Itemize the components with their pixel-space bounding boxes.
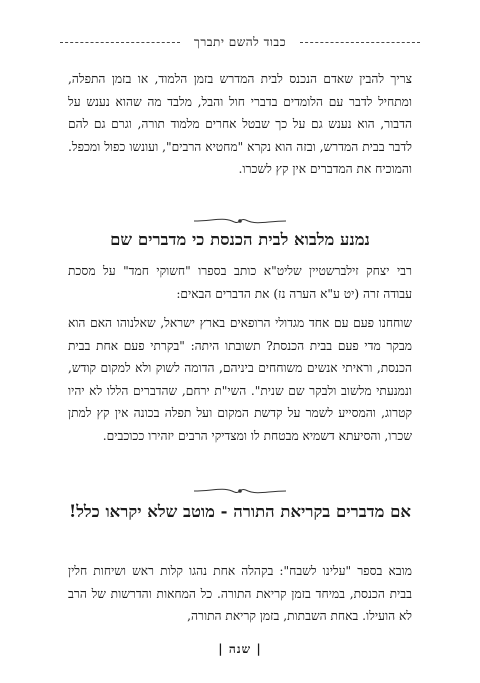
section-heading-2: אם מדברים בקריאת התורה - מוטב שלא יקראו כלל! [68, 502, 412, 521]
section-divider-ornament-2 [0, 482, 480, 501]
header-rule-left [60, 42, 180, 43]
header-rule-right [300, 42, 420, 43]
divider-flourish-icon [192, 485, 288, 497]
header-title: כבוד להשם יתברך [193, 34, 287, 49]
paragraph-torah-reading: מובא בספר "עלינו לשבח": בקהלה אחת נהגו קלות ראש ושיחות חלין בבית הכנסת, במיחד בזמן קריאת התורה. כל המחאות והדרשות של הרב לא הועילו. באחת השבתות, בזמן קריאת התורה, [68, 564, 412, 623]
running-header [60, 30, 420, 54]
paragraph-intro: צריך להבין שאדם הנכנס לבית המדרש בזמן הלמוד, או בזמן התפלה, ומתחיל לדבר עם הלומדים בדברי חול והבל, מלבד מה שהוא נענש על הדבור, הוא נענש גם על כך שבטל אחרים מלמוד תורה, וגרם גם להם לדבר בבית המדרש, ובזה הוא נקרא "מחטיא הרבים", ועונשו כפול ומכפל. והמוכיח את המדברים אין קץ לשכרו. [68, 72, 412, 176]
divider-flourish-icon [192, 215, 288, 227]
page-number: | שנה | [218, 642, 262, 656]
section-heading-1: נמנע מלבוא לבית הכנסת כי מדברים שם [110, 230, 370, 249]
paragraph-citation: רבי יצחק זילברשטיין שליט"א כותב בספרו "חשוקי חמד" על מסכת עבודה זרה (יט ע"א הערה נז) את הדברים הבאים: [68, 264, 412, 301]
paragraph-story: שוחחנו פעם עם אחד מגדולי הרופאים בארץ ישראל, שאלנוהו האם הוא מבקר מדי פעם בבית הכנסת? תשובתו היתה: "בקרתי פעם אחת בבית הכנסת, וראיתי אנשים משוחחים ביניהם, הדומה לשוק ולא למקום קודש, ונמנעתי מלשוב ולבקר שם שנית". השי"ת ירחם, שהדברים הללו לא יהיו קטרוג, והמסייע לשמר על קדשת המקום ועל תפלה בכונה אין קץ למתן שכרו, והסיעתא דשמיא מבטחת לו ומצדיקי הרבים יזהירו ככוכבים. [68, 316, 412, 443]
